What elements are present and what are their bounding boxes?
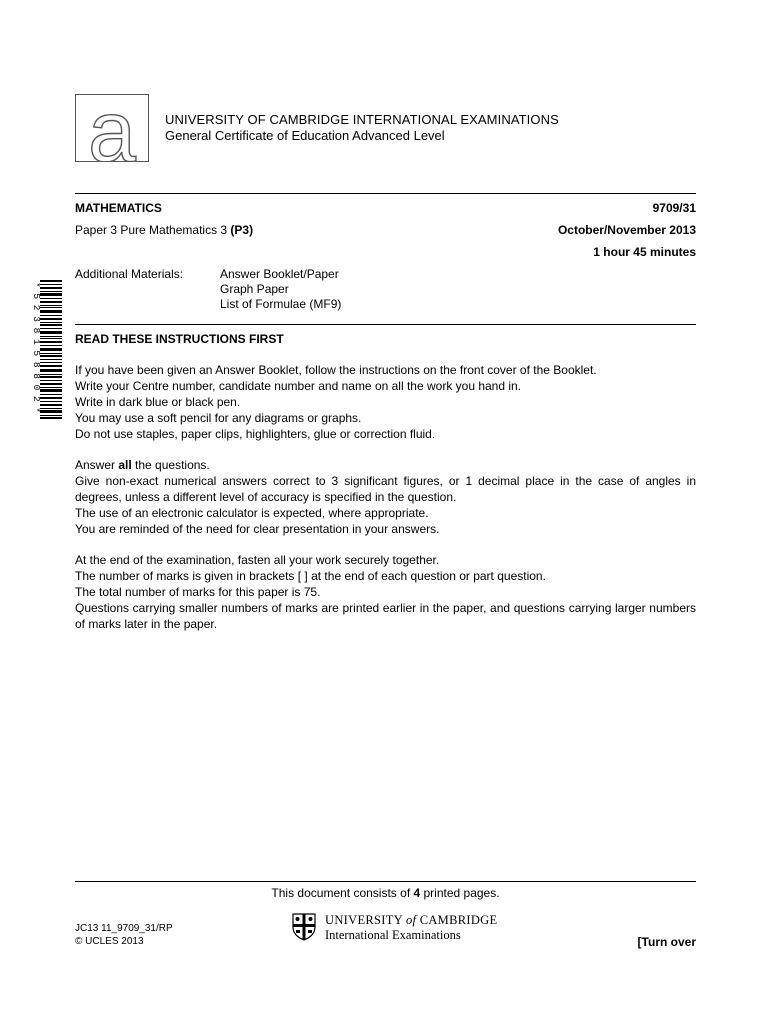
ucam-name (325, 913, 497, 928)
paper-name-text: Paper 3 Pure Mathematics 3 (75, 223, 228, 237)
page-count-prefix: This document consists of (271, 886, 414, 900)
materials-list (220, 267, 341, 312)
cambridge-crest-icon (292, 913, 316, 941)
exam-board-logo (75, 94, 149, 162)
instruction-line: Give non-exact numerical answers correct to 3 significant figures, or 1 decimal place in the case of angles in degrees, unless a different level of accuracy is specified in the question. (75, 474, 696, 504)
page-count-number: 4 (413, 886, 421, 900)
materials-label: Additional Materials: (75, 267, 184, 281)
answer-prefix: Answer (75, 458, 119, 472)
instruction-line: Questions carrying smaller numbers of marks are printed earlier in the paper, and questions carrying larger numbers of marks later in the paper. (75, 601, 696, 631)
instructions-divider (75, 324, 696, 325)
paper-code: 9709/31 (652, 201, 696, 215)
exam-duration: 1 hour 45 minutes (593, 245, 696, 259)
logo-letter: a (88, 95, 136, 161)
exam-session: October/November 2013 (557, 223, 696, 237)
top-divider (75, 193, 696, 194)
instructions (75, 331, 696, 632)
copyright: © UCLES 2013 (75, 936, 144, 947)
material-item: Graph Paper (220, 282, 289, 296)
material-item: List of Formulae (MF9) (220, 297, 342, 311)
ucam-name-a: UNIVERSITY (325, 913, 406, 927)
page-count (75, 886, 696, 901)
instruction-line: At the end of the examination, fasten all your work securely together. (75, 553, 440, 567)
subject-title: MATHEMATICS (75, 201, 162, 215)
barcode-bars (40, 280, 62, 419)
page-count-suffix: printed pages. (420, 886, 500, 900)
answer-all-emphasis: all (118, 458, 132, 472)
paper-tag: (P3) (230, 223, 254, 237)
ucam-name-b: CAMBRIDGE (416, 913, 498, 927)
instruction-line: Write in dark blue or black pen. (75, 395, 241, 409)
turn-over: [Turn over (637, 935, 696, 949)
instruction-line: You may use a soft pencil for any diagrams or graphs. (75, 411, 362, 425)
certificate-name: General Certificate of Education Advanced Level (165, 128, 445, 143)
material-item: Answer Booklet/Paper (220, 267, 339, 281)
candidate-barcode (26, 280, 62, 420)
document-reference: JC13 11_9709_31/RP (75, 923, 173, 934)
instruction-line: If you have been given an Answer Booklet, follow the instructions on the front cover of the Booklet. (75, 363, 597, 377)
ucam-subtitle: International Examinations (325, 928, 461, 942)
ucam-name-of: of (405, 913, 417, 927)
paper-name (75, 223, 253, 238)
instruction-line: Write your Centre number, candidate number and name on all the work you hand in. (75, 379, 522, 393)
organisation-name: UNIVERSITY OF CAMBRIDGE INTERNATIONAL EXAMINATIONS (165, 112, 559, 127)
barcode-number: * 5 2 3 8 1 5 8 8 0 2 * (31, 282, 42, 414)
instruction-line: The use of an electronic calculator is expected, where appropriate. (75, 506, 429, 520)
footer-divider (75, 881, 696, 882)
instruction-line: The number of marks is given in brackets [ ] at the end of each question or part question. (75, 569, 546, 583)
instruction-line: The total number of marks for this paper is 75. (75, 585, 321, 599)
answer-suffix: the questions. (131, 458, 210, 472)
instructions-heading: READ THESE INSTRUCTIONS FIRST (75, 332, 284, 346)
instruction-line: Do not use staples, paper clips, highlighters, glue or correction fluid. (75, 427, 436, 441)
instruction-line: You are reminded of the need for clear presentation in your answers. (75, 522, 440, 536)
answer-all-line (75, 457, 696, 473)
